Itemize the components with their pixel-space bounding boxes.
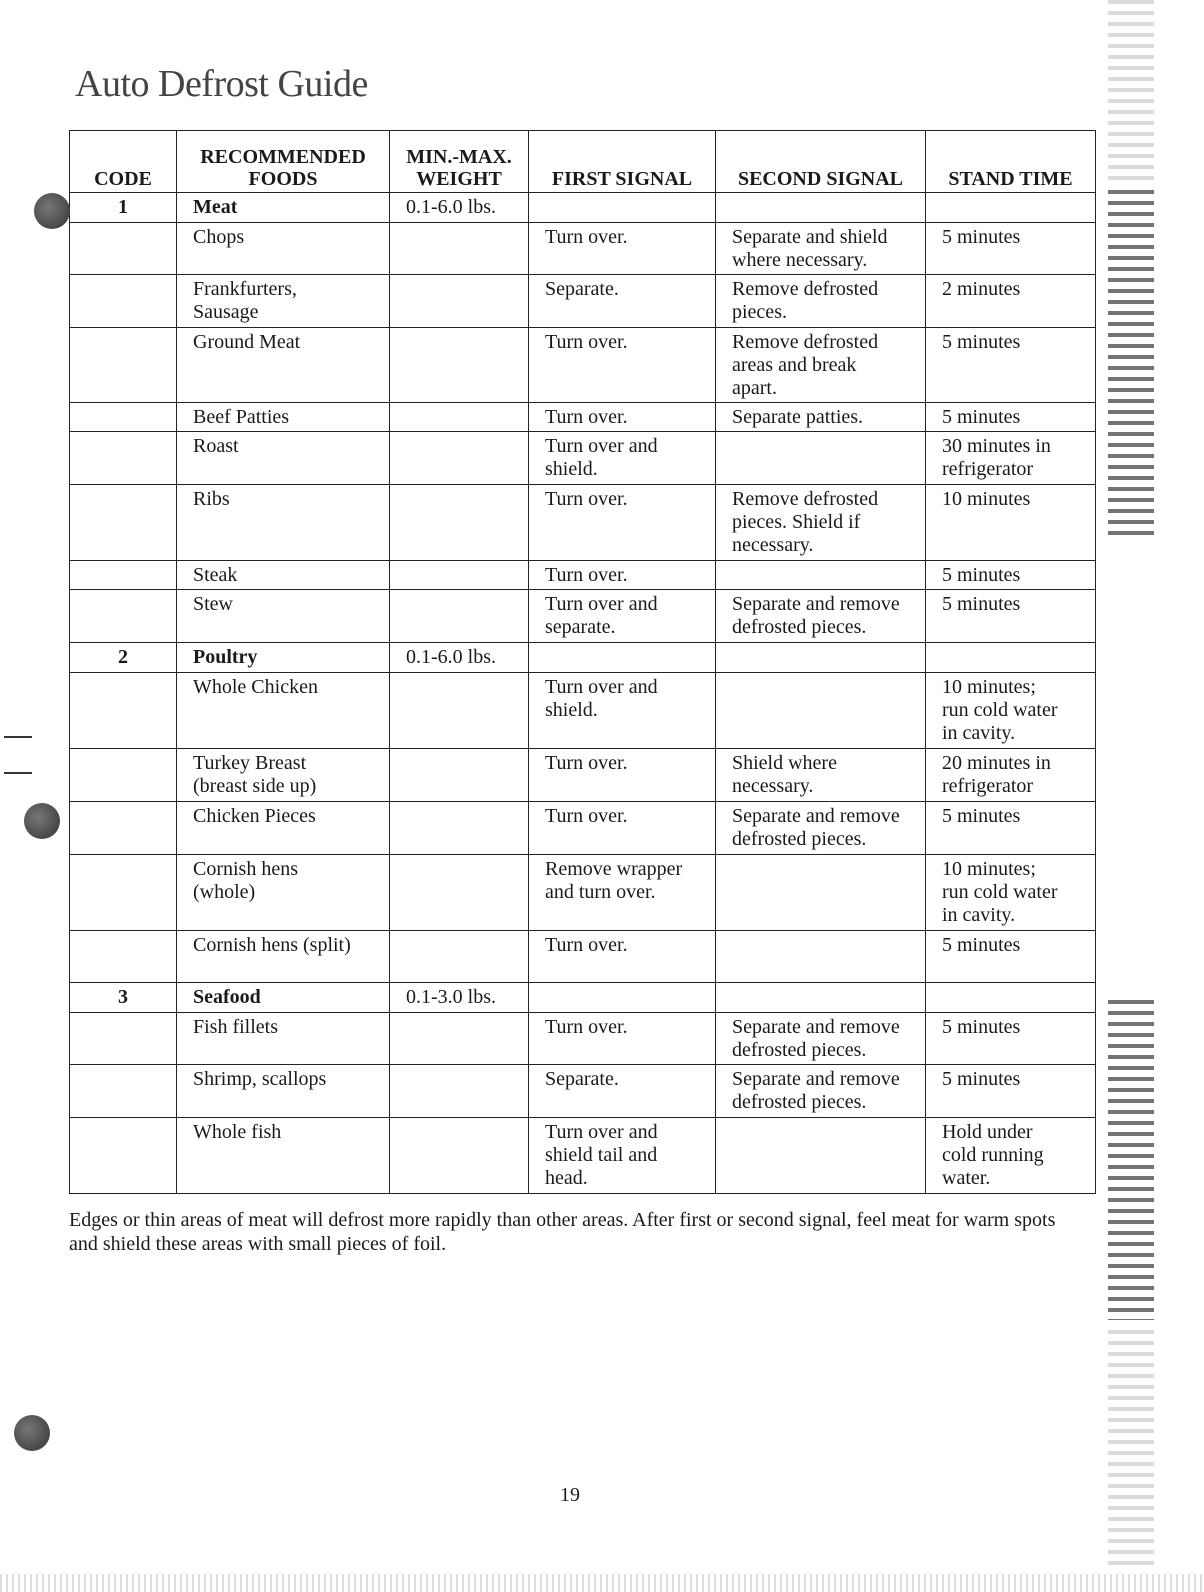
food-cell — [177, 561, 390, 590]
stand-time-line: water. — [942, 1167, 991, 1189]
stand-time-line: 5 minutes — [942, 934, 1021, 956]
second-signal-cell — [716, 485, 926, 561]
food-cell — [177, 749, 390, 802]
first-signal-cell — [529, 673, 716, 749]
first-signal-line: Turn over and — [545, 435, 658, 457]
empty-cell — [926, 643, 1096, 673]
second-signal-cell — [716, 432, 926, 485]
second-signal-line: where necessary. — [732, 249, 868, 271]
header-weight — [390, 131, 529, 193]
empty-cell — [529, 983, 716, 1013]
scan-artifact-bottom — [0, 1574, 1204, 1592]
second-signal-cell — [716, 673, 926, 749]
first-signal-line: Turn over. — [545, 1016, 628, 1038]
empty-cell — [926, 983, 1096, 1013]
category-row — [70, 983, 1096, 1013]
second-signal-line: defrosted pieces. — [732, 828, 867, 850]
first-signal-cell — [529, 328, 716, 403]
food-line: (whole) — [193, 881, 256, 903]
food-cell — [177, 275, 390, 328]
scan-artifact-strip — [1108, 0, 1154, 180]
first-signal-line: Remove wrapper — [545, 858, 683, 880]
table-header-row — [70, 131, 1096, 193]
auto-defrost-table — [69, 130, 1096, 1194]
second-signal-cell — [716, 1118, 926, 1194]
food-cell — [177, 485, 390, 561]
table-row — [70, 485, 1096, 561]
second-signal-line: pieces. — [732, 301, 787, 323]
stand-time-line: 5 minutes — [942, 226, 1021, 248]
header-foods-line2: FOODS — [248, 168, 318, 190]
edge-mark-decoration — [4, 772, 32, 774]
first-signal-line: head. — [545, 1167, 588, 1189]
category-code: 3 — [70, 983, 177, 1013]
stand-time-line: refrigerator — [942, 775, 1034, 797]
first-signal-cell — [529, 1065, 716, 1118]
second-signal-line: defrosted pieces. — [732, 1039, 867, 1061]
stand-time-line: in cavity. — [942, 904, 1016, 926]
weight-cell — [390, 432, 529, 485]
second-signal-line: necessary. — [732, 534, 814, 556]
first-signal-line: Separate. — [545, 278, 619, 300]
header-stand-time: STAND TIME — [926, 131, 1096, 193]
stand-time-line: cold running — [942, 1144, 1044, 1166]
first-signal-line: separate. — [545, 616, 616, 638]
food-cell — [177, 223, 390, 275]
first-signal-cell — [529, 1118, 716, 1194]
food-line: Cornish hens — [193, 858, 298, 880]
second-signal-line: defrosted pieces. — [732, 616, 867, 638]
table-row — [70, 749, 1096, 802]
category-row — [70, 643, 1096, 673]
first-signal-line: Turn over. — [545, 805, 628, 827]
stand-time-line: 5 minutes — [942, 331, 1021, 353]
first-signal-cell — [529, 855, 716, 931]
weight-cell — [390, 855, 529, 931]
first-signal-line: Turn over. — [545, 564, 628, 586]
table-row — [70, 328, 1096, 403]
second-signal-line: Separate and remove — [732, 805, 900, 827]
code-cell — [70, 1013, 177, 1065]
second-signal-line: areas and break — [732, 354, 857, 376]
scan-artifact-strip — [1108, 190, 1154, 535]
stand-time-cell — [926, 1013, 1096, 1065]
table-row — [70, 275, 1096, 328]
header-weight-line1: MIN.-MAX. — [406, 146, 512, 168]
stand-time-cell — [926, 485, 1096, 561]
food-line: Chops — [193, 226, 245, 248]
second-signal-cell — [716, 590, 926, 643]
scan-artifact-strip — [1108, 1000, 1154, 1320]
first-signal-cell — [529, 561, 716, 590]
weight-cell — [390, 931, 529, 983]
weight-cell — [390, 223, 529, 275]
first-signal-cell — [529, 403, 716, 432]
stand-time-line: 5 minutes — [942, 564, 1021, 586]
stand-time-cell — [926, 1118, 1096, 1194]
table-row — [70, 403, 1096, 432]
header-second-signal: SECOND SIGNAL — [716, 131, 926, 193]
stand-time-cell — [926, 432, 1096, 485]
first-signal-cell — [529, 802, 716, 855]
food-line: Whole Chicken — [193, 676, 318, 698]
category-row — [70, 193, 1096, 223]
first-signal-line: Separate. — [545, 1068, 619, 1090]
first-signal-cell — [529, 485, 716, 561]
code-cell — [70, 855, 177, 931]
first-signal-line: and turn over. — [545, 881, 656, 903]
first-signal-line: shield. — [545, 458, 598, 480]
food-line: Roast — [193, 435, 239, 457]
second-signal-cell — [716, 855, 926, 931]
food-cell — [177, 931, 390, 983]
stand-time-line: 10 minutes; — [942, 676, 1036, 698]
food-cell — [177, 1118, 390, 1194]
first-signal-line: Turn over. — [545, 488, 628, 510]
weight-cell — [390, 802, 529, 855]
first-signal-line: Turn over. — [545, 752, 628, 774]
food-line: Frankfurters, — [193, 278, 297, 300]
code-cell — [70, 275, 177, 328]
code-cell — [70, 1118, 177, 1194]
first-signal-line: shield tail and — [545, 1144, 658, 1166]
binder-hole-decoration — [24, 803, 60, 839]
stand-time-line: 30 minutes in — [942, 435, 1051, 457]
stand-time-line: in cavity. — [942, 722, 1016, 744]
code-cell — [70, 561, 177, 590]
code-cell — [70, 1065, 177, 1118]
scan-artifact-strip — [1108, 1330, 1154, 1570]
stand-time-line: 5 minutes — [942, 1068, 1021, 1090]
binder-hole-decoration — [14, 1415, 50, 1451]
second-signal-cell — [716, 561, 926, 590]
stand-time-line: 20 minutes in — [942, 752, 1051, 774]
second-signal-line: apart. — [732, 377, 777, 399]
food-line: Ribs — [193, 488, 230, 510]
table-row — [70, 432, 1096, 485]
stand-time-cell — [926, 328, 1096, 403]
stand-time-cell — [926, 1065, 1096, 1118]
weight-cell — [390, 1013, 529, 1065]
empty-cell — [529, 193, 716, 223]
food-line: Cornish hens (split) — [193, 934, 351, 956]
table-row — [70, 802, 1096, 855]
second-signal-cell — [716, 802, 926, 855]
second-signal-line: Separate and remove — [732, 1068, 900, 1090]
food-cell — [177, 1013, 390, 1065]
stand-time-cell — [926, 673, 1096, 749]
empty-cell — [716, 193, 926, 223]
first-signal-line: shield. — [545, 699, 598, 721]
category-name: Seafood — [177, 983, 390, 1013]
stand-time-cell — [926, 223, 1096, 275]
weight-cell — [390, 749, 529, 802]
second-signal-line: Remove defrosted — [732, 488, 879, 510]
stand-time-line: run cold water — [942, 881, 1058, 903]
first-signal-line: Turn over. — [545, 406, 628, 428]
first-signal-line: Turn over. — [545, 331, 628, 353]
second-signal-line: Remove defrosted — [732, 331, 879, 353]
stand-time-line: 10 minutes — [942, 488, 1031, 510]
empty-cell — [926, 193, 1096, 223]
code-cell — [70, 590, 177, 643]
page-number: 19 — [560, 1484, 580, 1506]
stand-time-cell — [926, 590, 1096, 643]
stand-time-line: 5 minutes — [942, 805, 1021, 827]
empty-cell — [716, 983, 926, 1013]
second-signal-line: Remove defrosted — [732, 278, 879, 300]
weight-cell — [390, 561, 529, 590]
second-signal-cell — [716, 275, 926, 328]
header-code: CODE — [70, 131, 177, 193]
first-signal-line: Turn over and — [545, 593, 658, 615]
table-row — [70, 673, 1096, 749]
food-line: Shrimp, scallops — [193, 1068, 327, 1090]
stand-time-line: 5 minutes — [942, 593, 1021, 615]
category-weight: 0.1-6.0 lbs. — [390, 193, 529, 223]
food-cell — [177, 802, 390, 855]
stand-time-line: 5 minutes — [942, 406, 1021, 428]
first-signal-line: Turn over. — [545, 226, 628, 248]
first-signal-cell — [529, 749, 716, 802]
table-body — [70, 193, 1096, 1194]
header-foods-line1: RECOMMENDED — [200, 146, 366, 168]
second-signal-line: Separate and remove — [732, 1016, 900, 1038]
first-signal-line: Turn over and — [545, 676, 658, 698]
first-signal-cell — [529, 223, 716, 275]
code-cell — [70, 749, 177, 802]
stand-time-line: 10 minutes; — [942, 858, 1036, 880]
second-signal-cell — [716, 223, 926, 275]
stand-time-cell — [926, 802, 1096, 855]
food-line: Stew — [193, 593, 233, 615]
food-line: Sausage — [193, 301, 259, 323]
category-code: 1 — [70, 193, 177, 223]
weight-cell — [390, 485, 529, 561]
food-cell — [177, 855, 390, 931]
food-line: Ground Meat — [193, 331, 301, 353]
weight-cell — [390, 1118, 529, 1194]
first-signal-cell — [529, 432, 716, 485]
second-signal-line: pieces. Shield if — [732, 511, 861, 533]
table-row — [70, 561, 1096, 590]
food-cell — [177, 328, 390, 403]
table-row — [70, 1013, 1096, 1065]
first-signal-line: Turn over and — [545, 1121, 658, 1143]
food-line: (breast side up) — [193, 775, 317, 797]
second-signal-cell — [716, 328, 926, 403]
second-signal-cell — [716, 931, 926, 983]
stand-time-line: 2 minutes — [942, 278, 1021, 300]
first-signal-cell — [529, 1013, 716, 1065]
food-cell — [177, 590, 390, 643]
header-weight-line2: WEIGHT — [416, 168, 502, 190]
food-line: Fish fillets — [193, 1016, 279, 1038]
second-signal-line: necessary. — [732, 775, 814, 797]
food-cell — [177, 673, 390, 749]
edge-mark-decoration — [4, 736, 32, 738]
category-code: 2 — [70, 643, 177, 673]
stand-time-cell — [926, 561, 1096, 590]
category-name: Meat — [177, 193, 390, 223]
stand-time-cell — [926, 749, 1096, 802]
food-line: Turkey Breast — [193, 752, 307, 774]
first-signal-cell — [529, 590, 716, 643]
table-row — [70, 1065, 1096, 1118]
food-cell — [177, 403, 390, 432]
first-signal-cell — [529, 275, 716, 328]
header-foods — [177, 131, 390, 193]
food-line: Steak — [193, 564, 238, 586]
stand-time-cell — [926, 403, 1096, 432]
second-signal-line: Shield where — [732, 752, 837, 774]
weight-cell — [390, 590, 529, 643]
code-cell — [70, 802, 177, 855]
weight-cell — [390, 403, 529, 432]
second-signal-line: Separate and shield — [732, 226, 888, 248]
second-signal-cell — [716, 1065, 926, 1118]
category-name: Poultry — [177, 643, 390, 673]
second-signal-cell — [716, 749, 926, 802]
stand-time-cell — [926, 931, 1096, 983]
code-cell — [70, 673, 177, 749]
food-cell — [177, 1065, 390, 1118]
stand-time-cell — [926, 855, 1096, 931]
page-title: Auto Defrost Guide — [75, 63, 368, 105]
category-weight: 0.1-3.0 lbs. — [390, 983, 529, 1013]
second-signal-line: Separate and remove — [732, 593, 900, 615]
empty-cell — [529, 643, 716, 673]
footnote: Edges or thin areas of meat will defrost more rapidly than other areas. After first or second signal, feel meat for warm spots and shield these areas with small pieces of foil. — [69, 1209, 1056, 1255]
food-cell — [177, 432, 390, 485]
code-cell — [70, 403, 177, 432]
food-line: Beef Patties — [193, 406, 290, 428]
weight-cell — [390, 275, 529, 328]
food-line: Whole fish — [193, 1121, 282, 1143]
weight-cell — [390, 673, 529, 749]
stand-time-line: 5 minutes — [942, 1016, 1021, 1038]
food-line: Chicken Pieces — [193, 805, 316, 827]
second-signal-line: defrosted pieces. — [732, 1091, 867, 1113]
second-signal-cell — [716, 403, 926, 432]
weight-cell — [390, 328, 529, 403]
binder-hole-decoration — [34, 193, 70, 229]
first-signal-cell — [529, 931, 716, 983]
code-cell — [70, 223, 177, 275]
stand-time-line: Hold under — [942, 1121, 1033, 1143]
second-signal-cell — [716, 1013, 926, 1065]
weight-cell — [390, 1065, 529, 1118]
header-first-signal: FIRST SIGNAL — [529, 131, 716, 193]
table-row — [70, 931, 1096, 983]
stand-time-line: refrigerator — [942, 458, 1034, 480]
empty-cell — [716, 643, 926, 673]
stand-time-line: run cold water — [942, 699, 1058, 721]
table-row — [70, 855, 1096, 931]
table-row — [70, 1118, 1096, 1194]
category-weight: 0.1-6.0 lbs. — [390, 643, 529, 673]
first-signal-line: Turn over. — [545, 934, 628, 956]
table-row — [70, 223, 1096, 275]
code-cell — [70, 432, 177, 485]
code-cell — [70, 931, 177, 983]
stand-time-cell — [926, 275, 1096, 328]
code-cell — [70, 485, 177, 561]
code-cell — [70, 328, 177, 403]
second-signal-line: Separate patties. — [732, 406, 864, 428]
table-row — [70, 590, 1096, 643]
